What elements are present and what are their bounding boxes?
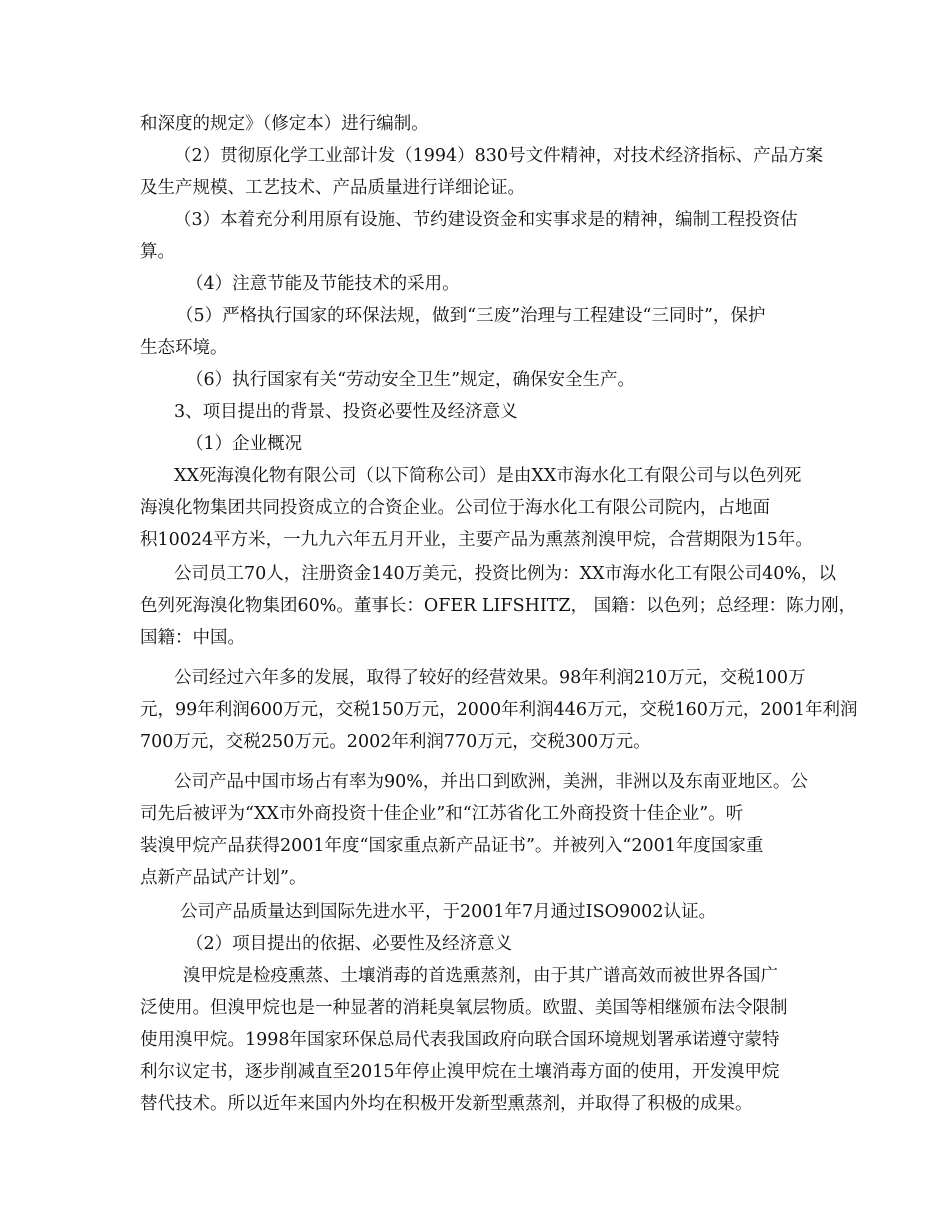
text-line-2: （2）贯彻原化学工业部计发（1994）830号文件精神，对技术经济指标、产品方案 xyxy=(174,146,824,166)
text-line-20: 700万元，交税250万元。2002年利润770万元，交税300万元。 xyxy=(140,732,651,752)
text-line-5: 算。 xyxy=(140,242,175,262)
section-heading-3: 3、项目提出的背景、投资必要性及经济意义 xyxy=(174,402,518,422)
text-line-27: 溴甲烷是检疫熏蒸、土壤消毒的首选熏蒸剂，由于其广谱高效而被世界各国广 xyxy=(183,966,778,986)
text-line-18: 公司经过六年多的发展，取得了较好的经营效果。98年利润210万元，交税100万 xyxy=(174,668,806,688)
text-line-22: 司先后被评为“XX市外商投资十佳企业”和“江苏省化工外商投资十佳企业”。听 xyxy=(140,804,744,824)
text-line-4: （3）本着充分利用原有设施、节约建设资金和实事求是的精神，编制工程投资估 xyxy=(174,210,798,230)
text-line-6: （4）注意节能及节能技术的采用。 xyxy=(186,274,460,294)
text-line-30: 利尔议定书，逐步削减直至2015年停止溴甲烷在土壤消毒方面的使用，开发溴甲烷 xyxy=(140,1062,780,1082)
text-line-21: 公司产品中国市场占有率为90%，并出口到欧洲，美洲，非洲以及东南亚地区。公 xyxy=(174,772,808,792)
text-line-25: 公司产品质量达到国际先进水平，于2001年7月通过ISO9002认证。 xyxy=(180,902,716,922)
text-line-17: 国籍：中国。 xyxy=(140,628,245,648)
text-line-3: 及生产规模、工艺技术、产品质量进行详细论证。 xyxy=(140,178,525,198)
text-line-31: 替代技术。所以近年来国内外均在积极开发新型熏蒸剂，并取得了积极的成果。 xyxy=(140,1094,753,1114)
text-line-1: 和深度的规定》（修定本）进行编制。 xyxy=(140,114,429,134)
text-line-15: 公司员工70人，注册资金140万美元，投资比例为：XX市海水化工有限公司40%，以 xyxy=(174,564,836,584)
text-line-14: 积10024平方米，一九九六年五月开业，主要产品为熏蒸剂溴甲烷，合营期限为15年。 xyxy=(140,530,813,550)
text-line-13: 海溴化物集团共同投资成立的合资企业。公司位于海水化工有限公司院内，占地面 xyxy=(140,498,770,518)
text-line-12: XX死海溴化物有限公司（以下简称公司）是由XX市海水化工有限公司与以色列死 xyxy=(174,466,802,486)
text-line-29: 使用溴甲烷。1998年国家环保总局代表我国政府向联合国环境规划署承诺遵守蒙特 xyxy=(140,1030,780,1050)
text-line-9: （6）执行国家有关“劳动安全卫生”规定，确保安全生产。 xyxy=(186,370,636,390)
subsection-heading-1: （1）企业概况 xyxy=(186,434,303,454)
text-line-16: 色列死海溴化物集团60%。董事长：OFER LIFSHITZ， 国籍：以色列；总经理：陈力刚， xyxy=(140,596,857,616)
text-line-7: （5）严格执行国家的环保法规，做到“三废”治理与工程建设“三同时”，保护 xyxy=(176,306,766,326)
text-line-23: 装溴甲烷产品获得2001年度“国家重点新产品证书”。并被列入“2001年度国家重 xyxy=(140,836,764,856)
text-line-24: 点新产品试产计划”。 xyxy=(140,868,307,888)
subsection-heading-2: （2）项目提出的依据、必要性及经济意义 xyxy=(186,934,513,954)
text-line-19: 元，99年利润600万元，交税150万元，2000年利润446万元，交税160万元，2001年利润 xyxy=(140,700,858,720)
text-line-28: 泛使用。但溴甲烷也是一种显著的消耗臭氧层物质。欧盟、美国等相继颁布法令限制 xyxy=(140,998,788,1018)
text-line-8: 生态环境。 xyxy=(140,338,228,358)
